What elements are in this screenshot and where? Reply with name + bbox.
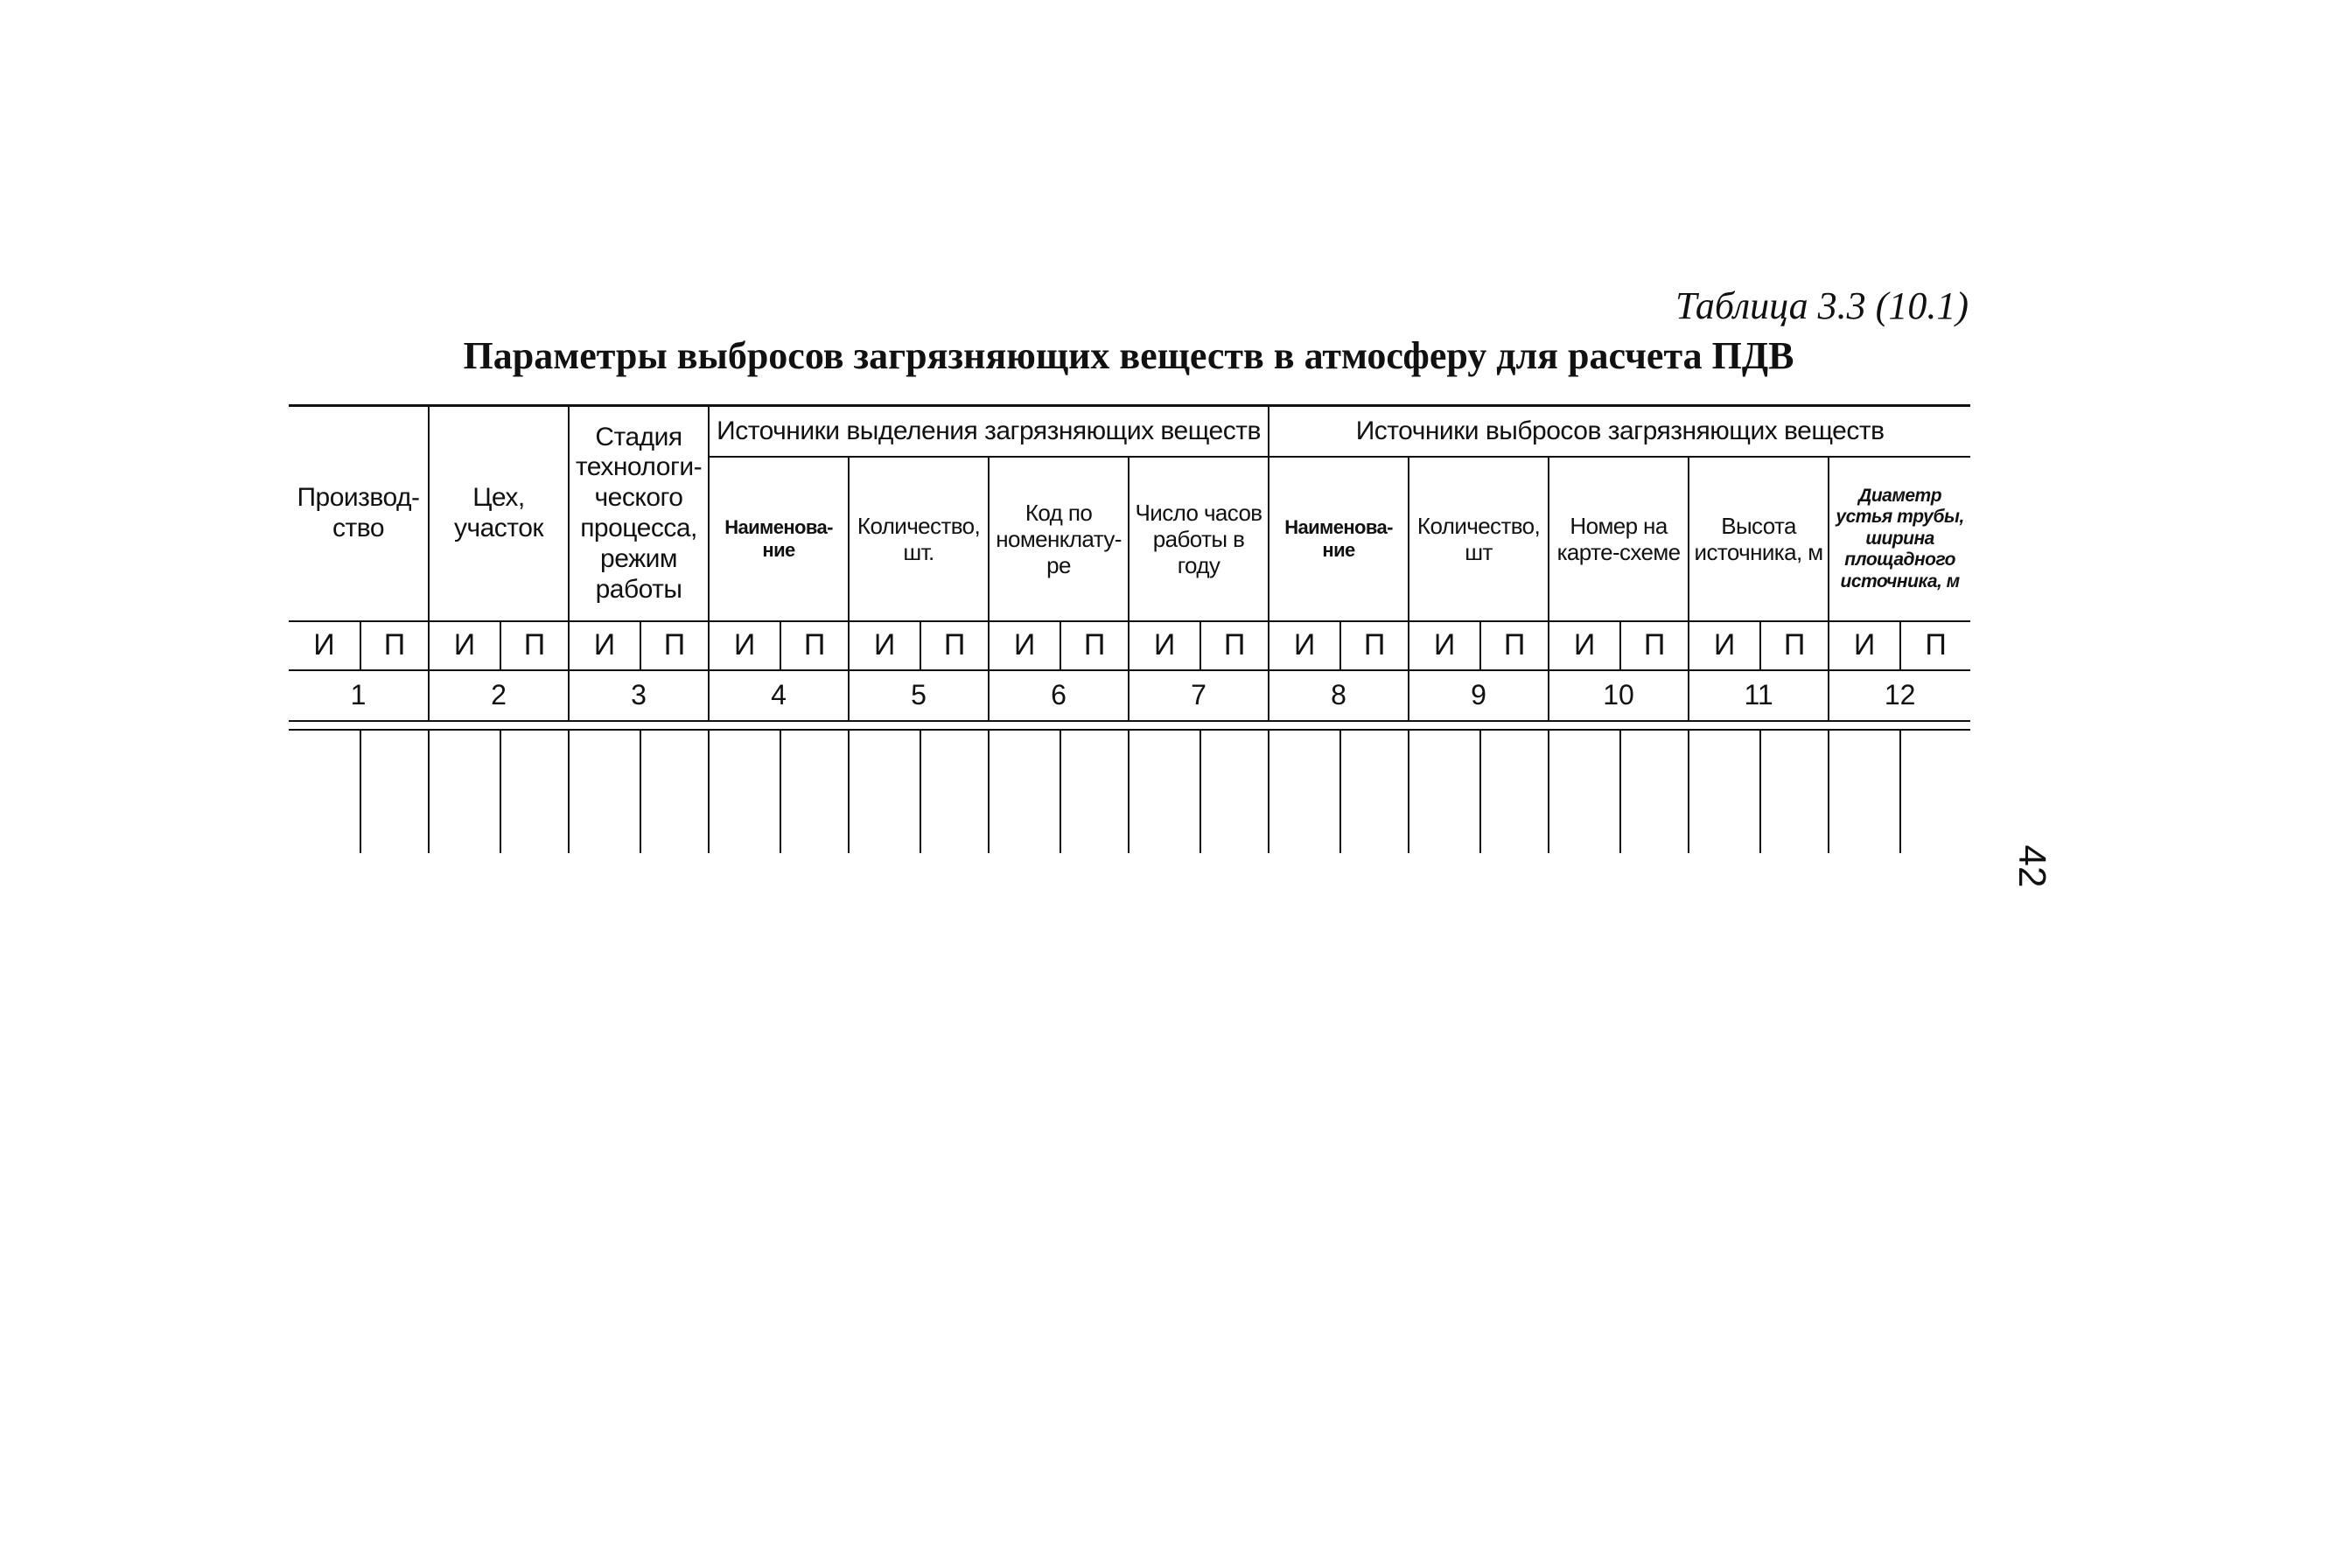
header-row-column-numbers	[289, 670, 1970, 721]
empty-cell	[780, 730, 849, 853]
cell-p: П	[1900, 621, 1970, 670]
column-number: 2	[429, 670, 569, 721]
empty-cell	[1900, 730, 1970, 853]
cell-i: И	[569, 621, 640, 670]
header-production: Производ- ство	[289, 406, 429, 622]
table-body-row	[289, 730, 1970, 853]
cell-i: И	[1829, 621, 1900, 670]
header-release-name: Наименова- ние	[709, 457, 849, 621]
table-title: Параметры выбросов загрязняющих веществ в атмосферу для расчета ПДВ	[463, 334, 1794, 377]
empty-cell	[1480, 730, 1549, 853]
cell-p: П	[360, 621, 429, 670]
column-number: 3	[569, 670, 709, 721]
empty-cell	[849, 730, 920, 853]
cell-p: П	[1480, 621, 1549, 670]
cell-i: И	[1269, 621, 1340, 670]
header-emission-name: Наименова- ние	[1269, 457, 1409, 621]
header-row-ip	[289, 621, 1970, 670]
column-number: 6	[989, 670, 1129, 721]
header-group-emission-sources: Источники выбросов загрязняющих веществ	[1269, 406, 1970, 458]
empty-cell	[1269, 730, 1340, 853]
cell-i: И	[289, 621, 360, 670]
cell-i: И	[1129, 621, 1200, 670]
empty-cell	[289, 730, 360, 853]
header-stage: Стадия технологи- ческого процесса, режим работы	[569, 406, 709, 622]
empty-cell	[1340, 730, 1409, 853]
empty-cell	[1549, 730, 1620, 853]
column-number: 12	[1829, 670, 1970, 721]
empty-cell	[1760, 730, 1829, 853]
empty-cell	[1060, 730, 1129, 853]
cell-p: П	[1340, 621, 1409, 670]
empty-cell	[989, 730, 1060, 853]
header-release-code: Код по номенклату- ре	[989, 457, 1129, 621]
header-row-groups	[289, 406, 1970, 458]
empty-cell	[360, 730, 429, 853]
empty-cell	[1409, 730, 1480, 853]
column-number: 10	[1549, 670, 1689, 721]
empty-cell	[920, 730, 989, 853]
cell-i: И	[849, 621, 920, 670]
column-number: 9	[1409, 670, 1549, 721]
cell-p: П	[920, 621, 989, 670]
empty-cell	[1829, 730, 1900, 853]
empty-cell	[500, 730, 569, 853]
header-emission-quantity: Количество, шт	[1409, 457, 1549, 621]
cell-p: П	[1060, 621, 1129, 670]
column-number: 7	[1129, 670, 1269, 721]
header-release-hours: Число часов работы в году	[1129, 457, 1269, 621]
empty-cell	[1200, 730, 1269, 853]
cell-p: П	[780, 621, 849, 670]
empty-cell	[569, 730, 640, 853]
cell-i: И	[1409, 621, 1480, 670]
header-release-quantity: Количество, шт.	[849, 457, 989, 621]
header-shop: Цех, участок	[429, 406, 569, 622]
cell-p: П	[1760, 621, 1829, 670]
cell-p: П	[1200, 621, 1269, 670]
cell-i: И	[1549, 621, 1620, 670]
cell-i: И	[1689, 621, 1760, 670]
table-reference: Таблица 3.3 (10.1)	[1675, 284, 1969, 327]
emissions-table	[289, 404, 1970, 853]
column-number: 8	[1269, 670, 1409, 721]
header-emission-diameter: Диаметр устья трубы, ширина площадного источника, м	[1829, 457, 1970, 621]
header-emission-map-number: Номер на карте-схеме	[1549, 457, 1689, 621]
cell-i: И	[989, 621, 1060, 670]
cell-i: И	[429, 621, 500, 670]
column-number: 4	[709, 670, 849, 721]
gap-cell	[289, 721, 1970, 730]
cell-p: П	[1620, 621, 1689, 670]
cell-i: И	[709, 621, 780, 670]
emissions-grid	[289, 404, 1970, 853]
empty-cell	[640, 730, 709, 853]
header-gap-row	[289, 721, 1970, 730]
empty-cell	[1689, 730, 1760, 853]
empty-cell	[709, 730, 780, 853]
empty-cell	[429, 730, 500, 853]
column-number: 1	[289, 670, 429, 721]
column-number: 11	[1689, 670, 1829, 721]
column-number: 5	[849, 670, 989, 721]
empty-cell	[1620, 730, 1689, 853]
empty-cell	[1129, 730, 1200, 853]
cell-p: П	[640, 621, 709, 670]
header-group-release-sources: Источники выделения загрязняющих веществ	[709, 406, 1269, 458]
cell-p: П	[500, 621, 569, 670]
header-emission-height: Высота источника, м	[1689, 457, 1829, 621]
page-number: 42	[2011, 844, 2053, 888]
